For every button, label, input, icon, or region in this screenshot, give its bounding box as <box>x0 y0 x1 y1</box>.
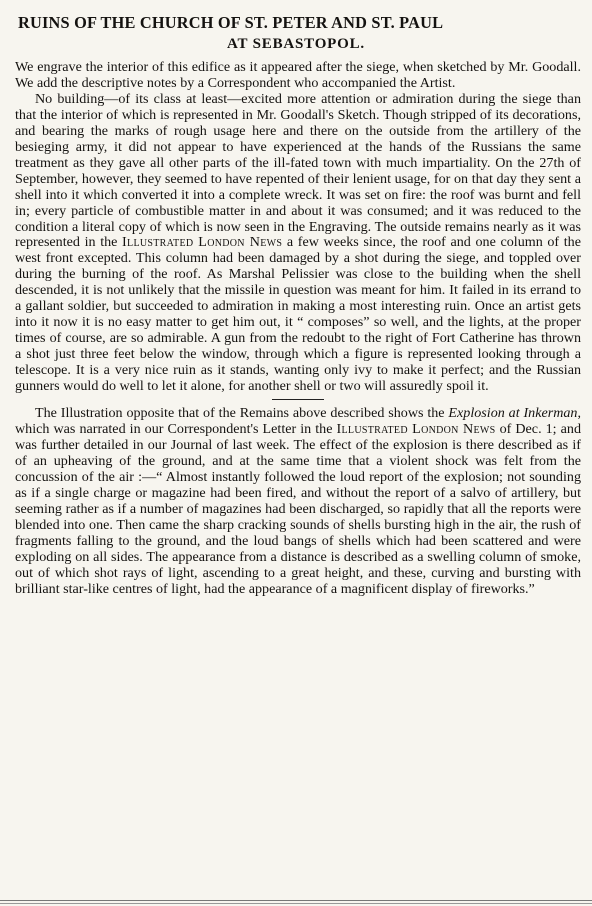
paragraph-text: of Dec. 1; and was further detailed in our Journal of last week. The effect of the explosion is there described as if of an upheaving of the ground, and at the same time that a violent shock was felt from the concussion of the air :—“ Almost instantly followed the loud report of the explosion; not sounding as if a single charge or magazine had been fired, and without the report of a salvo of artillery, but seeming rather as if a number of magazines had been discharged, so rapidly that all the reports were blended into one. Then came the sharp cracking sounds of shells bursting high in the air, the rush of fragments falling to the ground, and the loud bangs of shells which had been scattered and were exploding on all sides. The appearance from a distance is described as a swelling column of smoke, out of which shot rays of light, ascending to a great height, and these, curving and bursting with brilliant star-like centres of light, had the appearance of a magnificent display of fireworks.” <box>15 420 581 597</box>
article-subtitle: AT SEBASTOPOL. <box>227 36 365 52</box>
article-title: RUINS OF THE CHURCH OF ST. PETER AND ST. PAUL <box>18 13 444 32</box>
paragraph-text: We engrave the interior of this edifice as it appeared after the siege, when sketched by Mr. Goodall. We add the descriptive notes by a Correspondent who accompanied the Artist. <box>15 59 581 91</box>
paragraph-text: No building—of its class at least—excited more attention or admiration during the siege than that the interior of which is represented in Mr. Goodall's Sketch. Though stripped of its decorations, and bearing the marks of rough usage here and there on the outside from the artillery of the besieging army, it did not appear to have experienced at the hands of the Russians the same treatment as they gave all other parts of the ill-fated town with much impartiality. On the 27th of September, however, they seemed to have repented of their lenient usage, for on that day they sent a shell into it which converted it into a complete wreck. It was set on fire: the roof was burnt and fell in; every particle of combustible matter in and about it was consumed; and it was reduced to the condition a literal copy of which is now seen in the Engraving. The outside remains nearly as it was represented in the <box>15 90 581 251</box>
illustration-title: Explosion at Inkerman <box>448 405 578 422</box>
paragraph-description <box>15 92 581 395</box>
paragraph-intro <box>15 60 581 92</box>
bottom-border <box>0 900 592 901</box>
section-divider <box>272 399 324 400</box>
bottom-border <box>0 903 592 904</box>
paragraph-text: , which was narrated in our Correspondent's Letter in the <box>15 405 581 437</box>
paragraph-explosion <box>15 406 581 597</box>
article-body <box>15 60 581 597</box>
publication-name: Illustrated London News <box>122 234 283 251</box>
publication-name: Illustrated London News <box>336 420 496 437</box>
paragraph-text: a few weeks since, the roof and one column of the west front excepted. This column had been damaged by a shot during the siege, and toppled over during the burning of the roof. As Marshal Pelissier was close to the building when the shell descended, it is not unlikely that the missile in question was meant for him. It failed in its errand to a gallant soldier, but succeeded to admiration in making a most interesting ruin. Once an artist gets into it now it is no easy matter to get him out, it “ composes” so well, and the lights, at the proper times of course, are so admirable. A gun from the redoubt to the right of Fort Catherine has thrown a shot just three feet below the window, through which a figure is represented looking through a telescope. It is a very nice ruin as it stands, wanting only ivy to make it perfect; and the Russian gunners would do well to let it alone, for another shell or two will assuredly spoil it. <box>15 234 581 395</box>
paragraph-text: The Illustration opposite that of the Remains above described shows the <box>35 405 449 422</box>
